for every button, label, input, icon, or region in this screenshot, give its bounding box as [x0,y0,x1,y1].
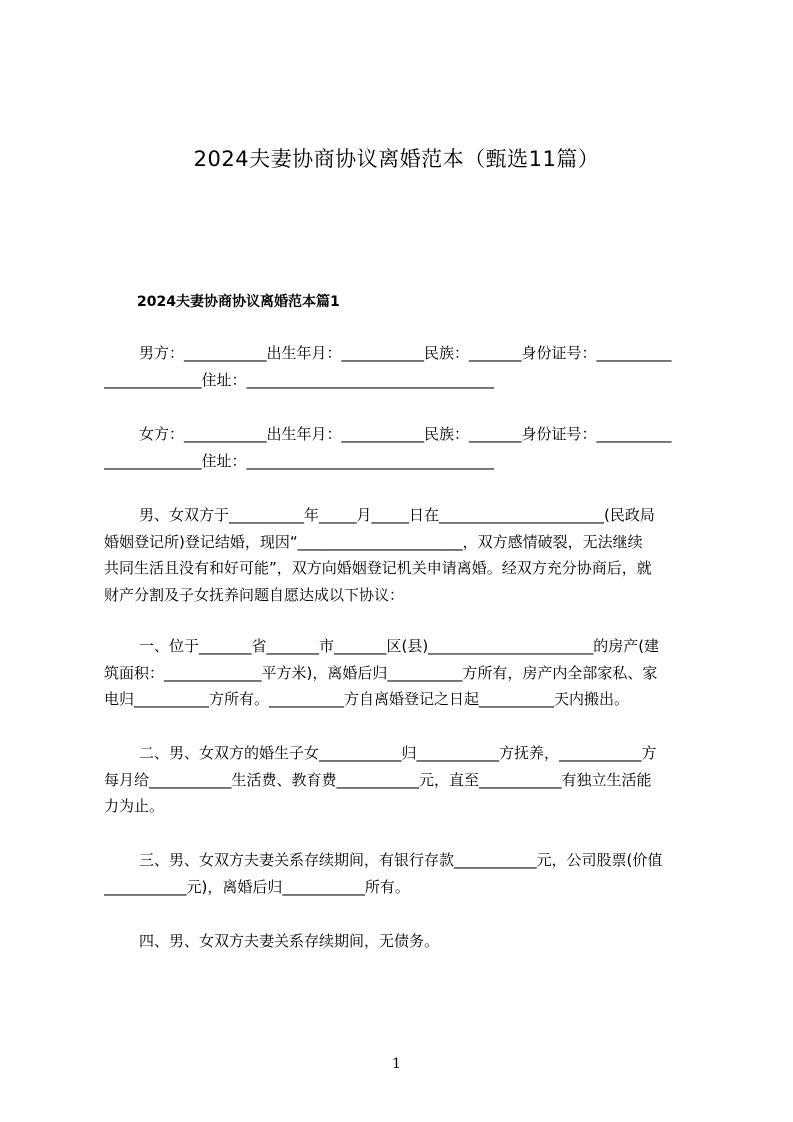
text-line: 筑面积：_____________平方米)，离婚后归__________方所有，房产内全部家私、家 [104,663,658,682]
paragraph-clause-3 [104,847,704,900]
document-title: 2024夫妻协商协议离婚范本（甄选11篇） [193,147,600,171]
page-number: 1 [392,1056,401,1072]
text-line: 婚姻登记所)登记结婚，现因“______________________，双方感情破裂，无法继续 [104,532,643,551]
text-line: 财产分割及子女抚养问题自愿达成以下协议： [104,585,405,604]
text-line: 力为止。 [104,797,165,815]
text-line: 共同生活且没有和好可能”，双方向婚姻登记机关申请离婚。经双方充分协商后，就 [104,559,652,577]
text-line: _____________住址：_________________________________ [104,370,495,389]
text-line: 四、男、女双方夫妻关系存续期间，无债务。 [139,932,440,950]
text-line: 三、男、女双方夫妻关系存续期间，有银行存款___________元，公司股票(价值 [139,851,663,869]
section-heading: 2024夫妻协商协议离婚范本篇1 [137,294,340,310]
paragraph-clause-4 [104,928,704,955]
paragraph-intro [104,502,704,608]
paragraph-male-info [104,340,704,393]
text-line: 二、男、女双方的婚生子女___________归___________方抚养，___________方 [139,744,657,762]
text-line: 电归__________方所有。__________方自离婚登记之日起__________天内搬出。 [104,690,630,708]
text-line: _____________住址：_________________________________ [104,451,495,470]
text-line: 每月给___________生活费、教育费___________元，直至___________有独立生活能 [104,770,652,789]
paragraph-female-info [104,421,704,474]
text-line: 男方：___________出生年月：___________民族：_______身份证号：__________ [139,344,672,362]
text-line: 一、位于_______省_______市_______区(县)______________________的房产(建 [139,637,660,655]
text-line: 男、女双方于__________年_____月_____日在______________________(民政局 [139,506,655,524]
paragraph-clause-2 [104,740,704,820]
text-line: ___________元)，离婚后归___________所有。 [104,877,410,896]
paragraph-clause-1 [104,633,704,713]
text-line: 女方：___________出生年月：___________民族：_______身份证号：__________ [139,425,672,443]
